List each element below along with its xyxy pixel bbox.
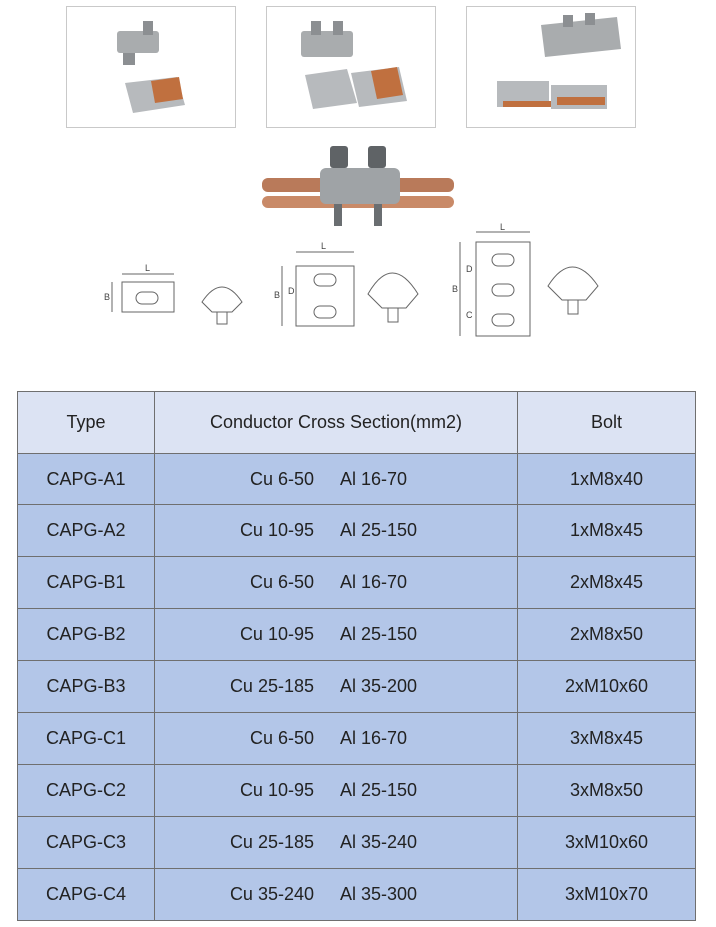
cell-conductor-cross-section	[155, 505, 518, 557]
cell-conductor-cross-section	[155, 557, 518, 609]
cell-bolt: 2xM10x60	[518, 661, 696, 713]
dim-label-b-a: B	[104, 292, 111, 302]
dim-label-b-c: B	[452, 284, 459, 294]
cell-type: CAPG-B1	[18, 557, 155, 609]
cell-al-range: Al 25-150	[340, 624, 418, 644]
cell-conductor-cross-section	[155, 869, 518, 921]
dim-label-length-a: L	[145, 263, 151, 273]
dimension-drawings	[92, 222, 632, 352]
cell-type: CAPG-C4	[18, 869, 155, 921]
dim-label-d-b: D	[288, 286, 295, 296]
cell-bolt: 3xM8x45	[518, 713, 696, 765]
cell-bolt: 3xM10x60	[518, 817, 696, 869]
table-row	[18, 661, 696, 713]
dim-label-b-b: B	[274, 290, 281, 300]
cell-type: CAPG-A1	[18, 454, 155, 505]
photo-clamp-c	[466, 6, 636, 128]
cell-al-range: Al 16-70	[340, 468, 408, 489]
cell-bolt: 1xM8x45	[518, 505, 696, 557]
table-header-row	[18, 392, 696, 454]
cell-cu-range: Cu 25-185	[229, 676, 314, 696]
cell-bolt: 2xM8x45	[518, 557, 696, 609]
cell-cu-range: Cu 35-240	[229, 884, 314, 904]
cell-al-range: Al 16-70	[340, 728, 408, 748]
cell-cu-range: Cu 10-95	[239, 624, 314, 644]
cell-conductor-cross-section	[155, 661, 518, 713]
cell-bolt: 2xM8x50	[518, 609, 696, 661]
cell-cu-range: Cu 10-95	[239, 780, 314, 800]
photo-clamp-b	[266, 6, 436, 128]
cell-bolt: 3xM8x50	[518, 765, 696, 817]
cell-type: CAPG-C1	[18, 713, 155, 765]
cell-cu-range: Cu 6-50	[249, 572, 314, 592]
cell-conductor-cross-section	[155, 454, 518, 505]
photo-clamp-a	[66, 6, 236, 128]
table-row	[18, 454, 696, 505]
dim-label-length-b: L	[321, 241, 327, 251]
table-row	[18, 557, 696, 609]
header-type: Type	[18, 392, 155, 454]
cell-al-range: Al 35-240	[340, 832, 418, 852]
dim-label-length-c: L	[500, 222, 506, 232]
cell-al-range: Al 25-150	[340, 520, 418, 540]
table-row	[18, 713, 696, 765]
cell-conductor-cross-section	[155, 713, 518, 765]
cell-type: CAPG-B2	[18, 609, 155, 661]
cell-cu-range: Cu 6-50	[249, 728, 314, 748]
table-row	[18, 765, 696, 817]
dim-label-d-c: D	[466, 264, 473, 274]
spec-table	[17, 391, 696, 921]
table-row	[18, 817, 696, 869]
header-bolt: Bolt	[518, 392, 696, 454]
cell-type: CAPG-C2	[18, 765, 155, 817]
table-row	[18, 869, 696, 921]
cell-conductor-cross-section	[155, 609, 518, 661]
cell-type: CAPG-C3	[18, 817, 155, 869]
cell-conductor-cross-section	[155, 817, 518, 869]
cell-conductor-cross-section	[155, 765, 518, 817]
header-conductor-cross-section: Conductor Cross Section(mm2)	[155, 392, 518, 454]
cell-type: CAPG-B3	[18, 661, 155, 713]
cell-bolt: 1xM8x40	[518, 454, 696, 505]
table-row	[18, 505, 696, 557]
dim-label-c-c: C	[466, 310, 473, 320]
cell-al-range: Al 35-300	[340, 884, 418, 904]
cell-al-range: Al 35-200	[340, 676, 418, 696]
cell-al-range: Al 25-150	[340, 780, 418, 800]
hero-clamp-on-cables	[258, 140, 458, 232]
table-row	[18, 609, 696, 661]
cell-bolt: 3xM10x70	[518, 869, 696, 921]
cell-cu-range: Cu 10-95	[239, 520, 314, 540]
cell-type: CAPG-A2	[18, 505, 155, 557]
cell-cu-range: Cu 6-50	[249, 468, 314, 489]
cell-cu-range: Cu 25-185	[229, 832, 314, 852]
cell-al-range: Al 16-70	[340, 572, 408, 592]
